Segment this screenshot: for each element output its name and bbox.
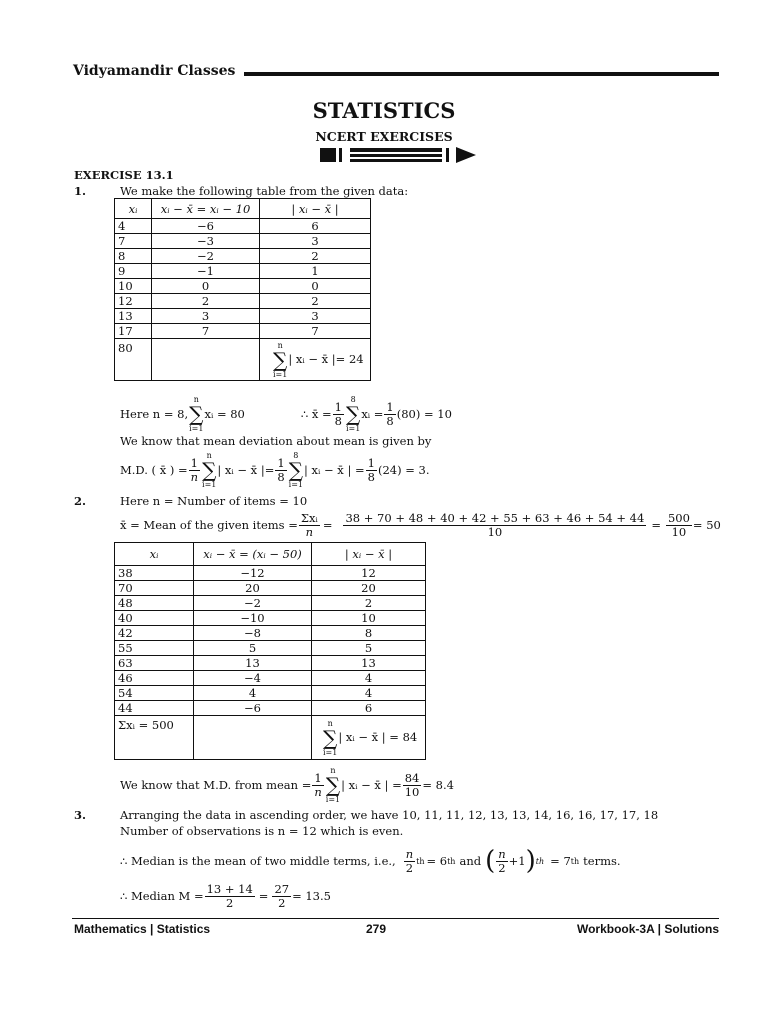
- table-cell: 2: [260, 249, 371, 264]
- q2-mean-result: = 50: [692, 518, 721, 532]
- fraction: $\frac{38 + 70 + 48 + 40 + 42 + 55 + 63 + 46 + 54 + 44}{10}$: [345, 510, 645, 539]
- sum-x-cell: Σxᵢ = 500: [115, 716, 194, 760]
- table-cell: 40: [115, 611, 194, 626]
- q1-mean-tail: xᵢ =: [361, 407, 384, 421]
- table-row: [115, 566, 426, 581]
- q1-mean-lead: ∴ x̄ =: [300, 407, 332, 421]
- q2-mean-line: x̄ = Mean of the given items = $\frac{\text{Σxᵢ}}{n}$ = $\frac{38 + 70 + 48 + 40 + 42 + 55 + 63 + 46 + 54 + 44}{10}$ = $\frac{500}{10}$ = 50: [120, 510, 721, 539]
- q2-mean-lead: x̄ = Mean of the given items =: [120, 518, 298, 532]
- table-row: [115, 294, 371, 309]
- q1-mean-result: (80) = 10: [396, 407, 452, 421]
- fraction: $\frac{1}{n}$: [190, 455, 199, 484]
- fraction: $\frac{13 + 14}{2}$: [206, 881, 253, 910]
- q1-md-line: [120, 449, 429, 491]
- fraction: $\frac{1}{n}$: [314, 770, 322, 799]
- table-cell: 7: [260, 324, 371, 339]
- table-header-row: [115, 199, 371, 219]
- table-cell: 5: [312, 641, 426, 656]
- q3-median2-line: ∴ Median M = $\frac{13 + 14}{2}$ = $\frac{27}{2}$ = 13.5: [120, 881, 331, 910]
- q1-md-lead: M.D. ( x̄ ) =: [120, 463, 188, 477]
- decorative-arrow-icon: [320, 145, 480, 165]
- q3-median-and: and: [459, 854, 482, 868]
- fraction: $\frac{1}{8}$: [277, 455, 285, 484]
- section-subtitle: NCERT EXERCISES: [315, 129, 453, 144]
- table-row: [115, 626, 426, 641]
- header-brand: Vidyamandir Classes: [73, 63, 236, 79]
- table-cell: 2: [312, 596, 426, 611]
- fraction: $\frac{1}{8}$: [334, 399, 342, 428]
- table-cell: 38: [115, 566, 194, 581]
- sigma-icon: n ∑ i=1: [189, 395, 204, 433]
- table-cell: 17: [115, 324, 152, 339]
- q2-line1: Here n = Number of items = 10: [120, 494, 308, 508]
- table-header-row: [115, 543, 426, 566]
- table-cell: 3: [260, 234, 371, 249]
- q1-intro: We make the following table from the given data:: [120, 184, 409, 198]
- q3-line1: Arranging the data in ascending order, we have 10, 11, 11, 12, 13, 13, 14, 16, 16, 17, 17, 18: [120, 808, 659, 822]
- q1-md-mid: | xᵢ − x̄ |=: [217, 463, 275, 477]
- table-row: [115, 686, 426, 701]
- table-cell: 7: [115, 234, 152, 249]
- table-cell: 10: [312, 611, 426, 626]
- sum-dev-label: | xᵢ − x̄ | = 84: [338, 729, 418, 744]
- table-cell: 20: [194, 581, 312, 596]
- q3-median2-lead: ∴ Median M =: [120, 889, 204, 903]
- table-cell: 12: [115, 294, 152, 309]
- table-row: [115, 656, 426, 671]
- table-cell: −1: [152, 264, 260, 279]
- footer-rule: [72, 918, 719, 919]
- q2-md-result: = 8.4: [422, 778, 454, 792]
- table-cell: 46: [115, 671, 194, 686]
- table-cell: 2: [152, 294, 260, 309]
- table-row: [115, 219, 371, 234]
- table-cell: 10: [115, 279, 152, 294]
- table-cell: −3: [152, 234, 260, 249]
- table-header: | xᵢ − x̄ |: [312, 543, 426, 566]
- table-cell: 3: [260, 309, 371, 324]
- table-row: [115, 671, 426, 686]
- table-cell: 4: [194, 686, 312, 701]
- table-cell: [152, 339, 260, 381]
- fraction: $\frac{27}{2}$: [274, 881, 290, 910]
- sigma-icon: 8 ∑ i=1: [345, 395, 361, 433]
- sigma-icon: n ∑ i=1: [273, 340, 288, 379]
- table-cell: 13: [312, 656, 426, 671]
- table-header: xᵢ − x̄ = (xᵢ − 50): [194, 543, 312, 566]
- table-cell: 4: [312, 686, 426, 701]
- q1-table: [114, 198, 371, 381]
- q3-terms: terms.: [583, 854, 621, 868]
- sum-dev-cell: [312, 716, 426, 760]
- footer-left: Mathematics | Statistics: [74, 922, 211, 936]
- q3-line2: Number of observations is n = 12 which is even.: [120, 824, 404, 838]
- q2-md-lead: We know that M.D. from mean =: [120, 778, 312, 792]
- table-cell: −10: [194, 611, 312, 626]
- table-header: xᵢ: [115, 543, 194, 566]
- table-cell: 0: [260, 279, 371, 294]
- table-row: [115, 309, 371, 324]
- sigma-icon: n ∑ i=1: [323, 718, 338, 757]
- q1-here-line: [120, 394, 452, 434]
- table-cell: −2: [152, 249, 260, 264]
- table-cell: 13: [115, 309, 152, 324]
- q2-md-line: [120, 764, 454, 806]
- table-header: | xᵢ − x̄ |: [260, 199, 371, 219]
- q3-median-tail: = 7: [550, 854, 571, 868]
- table-cell: −6: [194, 701, 312, 716]
- table-cell: 9: [115, 264, 152, 279]
- q2-table: [114, 542, 426, 760]
- exercise-heading: EXERCISE 13.1: [74, 168, 174, 182]
- q3-median-mid: = 6: [426, 854, 448, 868]
- table-cell: 6: [260, 219, 371, 234]
- sigma-icon: 8 ∑ i=1: [288, 451, 304, 489]
- table-row: [115, 596, 426, 611]
- fraction: $\frac{84}{10}$: [404, 770, 420, 799]
- table-cell: 55: [115, 641, 194, 656]
- table-cell: 2: [260, 294, 371, 309]
- table-row: [115, 264, 371, 279]
- fraction: $\frac{n}{2}$: [498, 846, 506, 875]
- table-row: [115, 279, 371, 294]
- footer-page-number: 279: [366, 922, 387, 936]
- fraction: $\frac{\text{Σxᵢ}}{n}$: [300, 510, 318, 539]
- table-row: [115, 324, 371, 339]
- table-cell: 70: [115, 581, 194, 596]
- table-row: [115, 234, 371, 249]
- table-row: [115, 581, 426, 596]
- table-cell: −4: [194, 671, 312, 686]
- table-row: [115, 611, 426, 626]
- table-row: [115, 701, 426, 716]
- table-row: [115, 249, 371, 264]
- table-cell: −8: [194, 626, 312, 641]
- table-row: [115, 641, 426, 656]
- sum-x-cell: 80: [115, 339, 152, 381]
- fraction: $\frac{n}{2}$: [405, 846, 414, 875]
- q1-md-mid2: | xᵢ − x̄ | =: [304, 463, 365, 477]
- q3-median-lead: ∴ Median is the mean of two middle terms, i.e.,: [120, 854, 396, 868]
- table-cell: −6: [152, 219, 260, 234]
- q1-md-result: (24) = 3.: [377, 463, 430, 477]
- sum-dev-label: | xᵢ − x̄ |= 24: [288, 351, 364, 366]
- sigma-icon: n ∑ i=1: [202, 451, 217, 489]
- table-cell: 20: [312, 581, 426, 596]
- table-cell: 42: [115, 626, 194, 641]
- table-sum-row: [115, 339, 371, 381]
- table-cell: 54: [115, 686, 194, 701]
- sigma-icon: n ∑ i=1: [325, 766, 341, 804]
- table-cell: 5: [194, 641, 312, 656]
- q1-here-text: Here n = 8,: [120, 407, 189, 421]
- table-cell: −12: [194, 566, 312, 581]
- q1-number: 1.: [74, 184, 87, 198]
- table-cell: 3: [152, 309, 260, 324]
- q1-here-sum: xᵢ = 80: [204, 407, 245, 421]
- q1-know-line: We know that mean deviation about mean is given by: [120, 434, 432, 448]
- header-rule: [244, 72, 719, 76]
- footer-right: Workbook-3A | Solutions: [576, 922, 719, 936]
- table-header: xᵢ − x̄ = xᵢ − 10: [152, 199, 260, 219]
- table-cell: [194, 716, 312, 760]
- table-cell: 63: [115, 656, 194, 671]
- table-cell: 4: [312, 671, 426, 686]
- q3-median-line: ∴ Median is the mean of two middle terms, i.e., $\frac{n}{2}$ th = 6 th and ( $\frac{n}{2}$ +1 ) th = 7 th terms.: [120, 846, 621, 876]
- page-title: STATISTICS: [312, 98, 456, 123]
- fraction: $\frac{1}{8}$: [367, 455, 375, 484]
- q2-md-mid: | xᵢ − x̄ | =: [341, 778, 402, 792]
- sum-dev-cell: [260, 339, 371, 381]
- fraction: $\frac{1}{8}$: [386, 399, 394, 428]
- table-header: xᵢ: [115, 199, 152, 219]
- q2-number: 2.: [74, 494, 87, 508]
- table-cell: 44: [115, 701, 194, 716]
- table-cell: 1: [260, 264, 371, 279]
- q3-number: 3.: [74, 808, 87, 822]
- table-cell: 48: [115, 596, 194, 611]
- table-cell: 13: [194, 656, 312, 671]
- table-cell: 0: [152, 279, 260, 294]
- table-cell: 7: [152, 324, 260, 339]
- table-cell: −2: [194, 596, 312, 611]
- table-cell: 4: [115, 219, 152, 234]
- table-cell: 8: [115, 249, 152, 264]
- fraction: $\frac{500}{10}$: [667, 510, 690, 539]
- table-cell: 8: [312, 626, 426, 641]
- q3-median2-result: = 13.5: [292, 889, 331, 903]
- table-cell: 12: [312, 566, 426, 581]
- table-cell: 6: [312, 701, 426, 716]
- table-sum-row: [115, 716, 426, 760]
